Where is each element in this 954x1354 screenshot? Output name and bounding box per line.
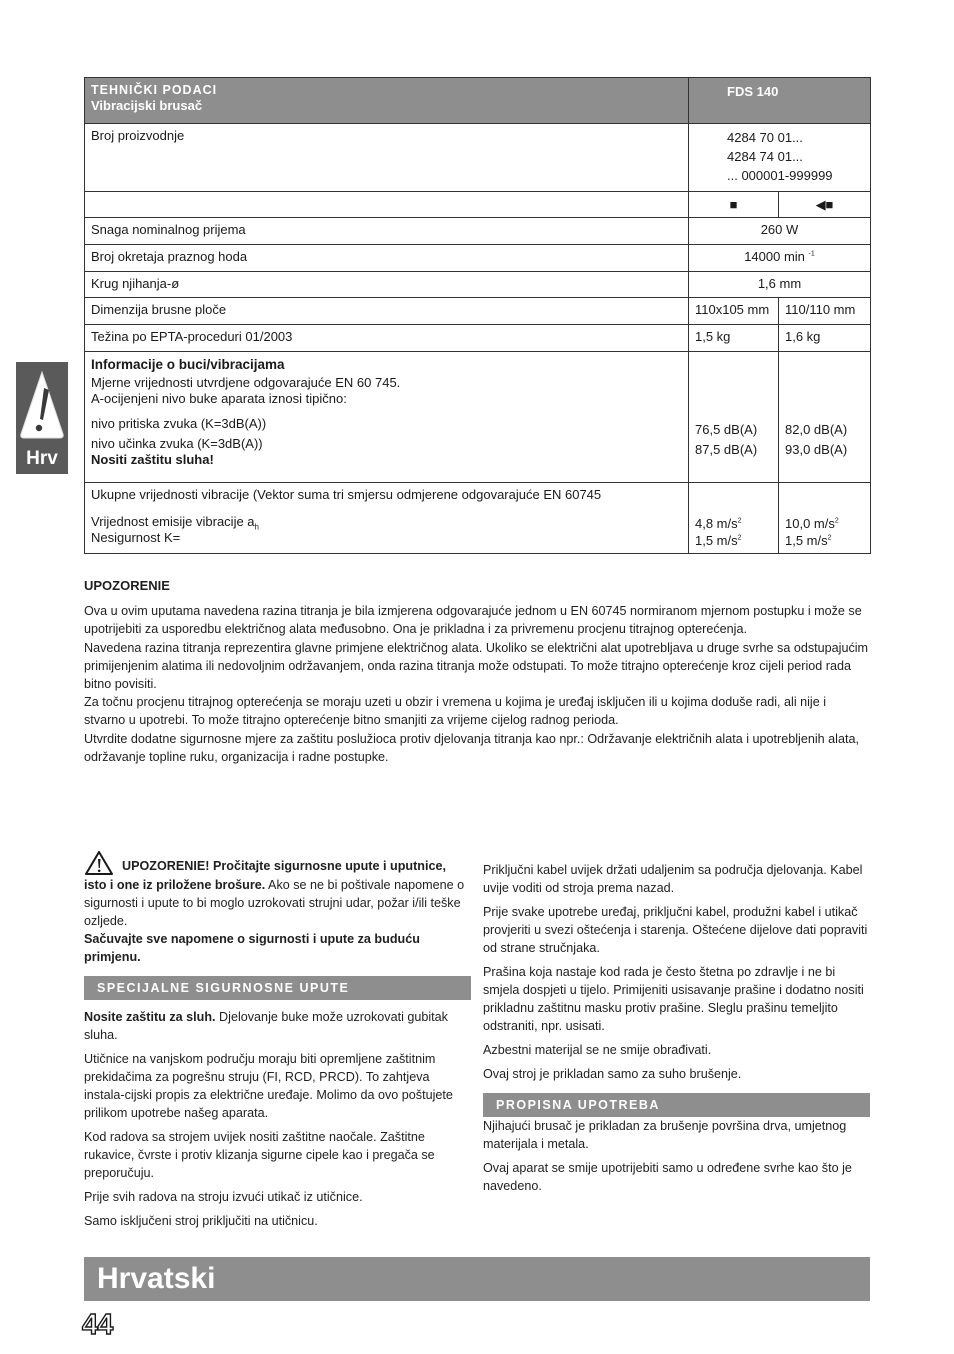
empty-cell [85, 192, 689, 218]
unit-exponent: 2 [827, 534, 832, 542]
vibration-title: Ukupne vrijednosti vibracije (Vektor suma tri smjersu odmjerene odgovarajuće EN 60745 [91, 487, 602, 502]
row-label: Snaga nominalnog prijema [85, 218, 689, 245]
table-row [85, 272, 871, 298]
row-label: Krug njihanja-ø [85, 272, 689, 298]
noise-info-cell [85, 352, 689, 483]
speed-value: 14000 min [744, 249, 805, 264]
noise-values-a [689, 352, 779, 483]
row-value: 1,6 mm [689, 272, 871, 298]
emission-value-b-line [785, 515, 864, 532]
row-value [689, 245, 871, 272]
vibration-info-cell [85, 483, 689, 554]
hearing-protection-note: Nositi zaštitu sluha! [91, 452, 214, 467]
emission-subscript: h [254, 522, 259, 532]
paragraph: Azbestni materijal se ne smije obrađivati. [483, 1043, 712, 1057]
paragraph-text: Djelovanje buke može uzrokovati gubitak sluha. [84, 1010, 448, 1042]
row-value-b: 1,6 kg [779, 325, 871, 352]
row-value-a: 110x105 mm [689, 298, 779, 325]
safety-intro-bold: UPOZORENIE! Pročitajte sigurnosne upute i uputnice, isto i one iz priložene brošure. [84, 859, 446, 892]
noise-values-b [779, 352, 871, 483]
arrow-square-symbol-icon: ◀■ [779, 192, 871, 218]
vibration-values-b [779, 483, 871, 554]
pressure-value-b: 82,0 dB(A) [785, 422, 848, 437]
uncertainty-value-b: 1,5 m/s [785, 533, 828, 548]
pressure-value-a: 76,5 dB(A) [695, 422, 758, 437]
paragraph: Prije svih radova na stroju izvući utikač iz utičnice. [84, 1190, 363, 1204]
language-footer-bar: Hrvatski [84, 1257, 870, 1301]
production-values [689, 124, 871, 192]
emission-value-b: 10,0 m/s [785, 516, 835, 531]
row-value: 260 W [689, 218, 871, 245]
uncertainty-value-b-line [785, 532, 864, 549]
power-value-a: 87,5 dB(A) [695, 442, 758, 457]
paragraph: Priključni kabel uvijek držati udaljenim sa područja djelovanja. Kabel uvije voditi od stroja prema nazad. [483, 863, 863, 895]
safety-intro-text: Ako se ne bi poštivale napomene o sigurnosti i upute to bi moglo uzrokovati strujni udar, požar i/ili teške ozljede. [84, 878, 465, 928]
row-label: Dimenzija brusne ploče [85, 298, 689, 325]
technical-data-table [84, 77, 871, 554]
uncertainty-label: Nesigurnost K= [91, 530, 181, 545]
uncertainty-value-a-line [695, 532, 772, 549]
paragraph: Utičnice na vanjskom području moraju biti opremljene zaštitnim prekidačima za pogrešnu struju (FI, RCD, PRCD). To zahtjeva instala-cijski propis za električne uređaje. Molimo da ovo poštujete prilikom upotrebe našeg aparata. [84, 1052, 453, 1120]
noise-line: A-ocijenjeni nivo buke aparata iznosi tipično: [91, 391, 347, 406]
safety-intro [84, 850, 471, 930]
paragraph: Kod radova sa strojem uvijek nositi zaštitne naočale. Zaštitne rukavice, čvrste i protiv klizanja sigurne cipele kao i pregača se preporučuju. [84, 1130, 435, 1180]
noise-row [85, 352, 871, 483]
row-value-a: 1,5 kg [689, 325, 779, 352]
unit-exponent: 2 [737, 534, 742, 542]
warning-paragraph: Navedena razina titranja reprezentira glavne primjene električnog alata. Ukoliko se električni alat upotrebljava u druge svrhe sa odstupajućim primijenjenim alatima ili nedovoljnim održavanjem, onda razina titranja može odstupati. To može titrajno opterećenje kroz cijeli period rada bitno povisiti. [84, 640, 869, 692]
paragraph [84, 1008, 471, 1044]
paragraph: Prije svake upotrebe uređaj, priključni kabel, produžni kabel i utikač provjeriti u svezi oštećenja i starenja. Oštećene dijelove dati popraviti od strane stručnjaka. [483, 905, 868, 955]
row-label: Broj okretaja praznog hoda [85, 245, 689, 272]
production-value: 4284 70 01... [727, 130, 803, 145]
row-label: Težina po EPTA-proceduri 01/2003 [85, 325, 689, 352]
table-row [85, 124, 871, 192]
pressure-label: nivo pritiska zvuka (K=3dB(A)) [91, 416, 267, 431]
square-symbol-icon: ■ [689, 192, 779, 218]
table-row [85, 245, 871, 272]
warning-paragraph: Za točnu procjenu titrajnog opterećenja se moraju uzeti u obzir i vremena u kojima je uređaj isključen ili u kojima doduše radi, ali nije i stvarno u upotrebi. To može titrajno opterećenje bitno smanjiti za vrijeme cijelog radnog perioda. [84, 695, 827, 728]
warning-paragraph: Ova u ovim uputama navedena razina titranja je bila izmjerena odgovarajuće jednom u EN 60745 normiranom mjernom postupku i može se upotrijebiti za usporedbu električnog alata međusobno. Ona je prikladna i za privremenu procjenu titrajnog opterećenja. [84, 604, 862, 637]
emission-value-a-line [695, 515, 772, 532]
paragraph: Njihajući brusač je prikladan za brušenje površina drva, umjetnog materijala i metala. [483, 1119, 847, 1151]
speed-unit-exponent: -1 [808, 250, 815, 258]
unit-exponent: 2 [737, 517, 742, 525]
keep-instructions-note: Sačuvajte sve napomene o sigurnosti i upute za buduću primjenu. [84, 932, 420, 964]
vibration-warning-section [84, 577, 870, 766]
language-side-tab [16, 362, 68, 474]
production-value: 4284 74 01... [727, 149, 803, 164]
table-row [85, 192, 871, 218]
paragraph: Ovaj aparat se smije upotrijebiti samo u određene svrhe kao što je navedeno. [483, 1161, 852, 1193]
side-tab-label: Hrv [26, 448, 58, 469]
production-value: ... 000001-999999 [727, 168, 833, 183]
vibration-values-a [689, 483, 779, 554]
table-row [85, 218, 871, 245]
section-heading-intended-use: PROPISNA UPOTREBA [483, 1093, 870, 1117]
paragraph: Samo isključeni stroj priključiti na utičnicu. [84, 1214, 318, 1228]
paragraph: Ovaj stroj je prikladan samo za suho brušenje. [483, 1067, 742, 1081]
warning-triangle-icon [18, 366, 66, 444]
paragraph-bold: Nosite zaštitu za sluh. [84, 1010, 216, 1024]
row-value-b: 110/110 mm [779, 298, 871, 325]
table-subtitle: Vibracijski brusač [91, 98, 203, 113]
table-title: TEHNIČKI PODACI [91, 83, 218, 97]
warning-triangle-icon [84, 850, 114, 876]
safety-column-right [483, 861, 870, 1201]
warning-paragraph: Utvrdite dodatne sigurnosne mjere za zaštitu poslužioca protiv djelovanja titranja kao npr.: Održavanje električnih alata i upotrebljenih alata, održavanje topline ruku, organizacija i radne postupke. [84, 731, 859, 764]
emission-label-line [91, 514, 682, 530]
noise-line: Mjerne vrijednosti utvrdjene odgovarajuće EN 60 745. [91, 375, 401, 390]
emission-label: Vrijednost emisije vibracije a [91, 514, 255, 529]
power-value-b: 93,0 dB(A) [785, 442, 848, 457]
table-row [85, 298, 871, 325]
production-label: Broj proizvodnje [85, 124, 689, 192]
table-row [85, 325, 871, 352]
paragraph: Prašina koja nastaje kod rada je često štetna po zdravlje i ne bi smjela dospjeti u tijelo. Primijeniti usisavanje prašine i dodatno nositi prikladnu zaštitnu masku protiv prašine. Sleglu prašinu temeljito odstraniti, npr. usisati. [483, 965, 864, 1033]
warning-title: UPOZORENIE [84, 578, 170, 593]
section-heading-special-safety: SPECIJALNE SIGURNOSNE UPUTE [84, 976, 471, 1000]
vibration-row [85, 483, 871, 554]
emission-value-a: 4,8 m/s [695, 516, 738, 531]
noise-title: Informacije o buci/vibracijama [91, 357, 285, 372]
unit-exponent: 2 [834, 517, 839, 525]
page-number: 44 [82, 1309, 113, 1341]
safety-column-left [84, 850, 471, 1236]
uncertainty-value-a: 1,5 m/s [695, 533, 738, 548]
table-model: FDS 140 [689, 78, 871, 124]
power-label: nivo učinka zvuka (K=3dB(A)) [91, 436, 263, 451]
table-header-row [85, 78, 871, 124]
table-header-title-cell [85, 78, 689, 124]
